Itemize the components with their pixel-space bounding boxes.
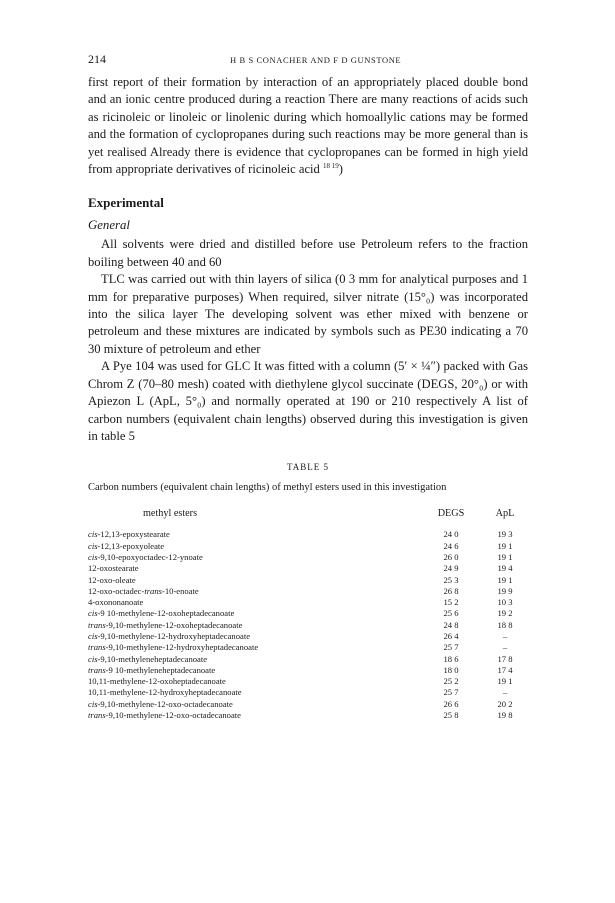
ester-name-cell: 10,11-methylene-12-oxoheptadecanoate: [88, 676, 226, 687]
apl-value-cell: 19 1: [497, 540, 513, 551]
paragraph-solvents: All solvents were dried and distilled before use Petroleum refers to the fraction boiling between 40 and 60: [88, 237, 528, 269]
intro-references: 18 19: [323, 161, 339, 170]
intro-close: ): [338, 162, 343, 177]
ester-name-cell: cis-9,10-epoxyoctadec-12-ynoate: [88, 551, 203, 562]
degs-value-cell: 24 0: [443, 529, 459, 540]
column-header-esters: methyl esters: [143, 508, 198, 520]
apl-value-cell: 19 2: [497, 608, 513, 619]
degs-value-cell: 15 2: [443, 597, 459, 608]
table-row: [88, 654, 528, 665]
intro-paragraph: [88, 74, 528, 178]
apl-value-cell: 19 4: [497, 563, 513, 574]
degs-value-cell: 24 9: [443, 563, 459, 574]
apl-value-cell: 10 3: [497, 597, 513, 608]
degs-value-cell: 26 0: [443, 551, 459, 562]
journal-page: [88, 52, 528, 721]
apl-value-cell: –: [502, 642, 508, 653]
apl-value-cell: 20 2: [497, 698, 513, 709]
table-row: [88, 665, 528, 676]
ester-name-cell: cis-12,13-epoxystearate: [88, 529, 170, 540]
table-row: [88, 563, 528, 574]
table-row: [88, 586, 528, 597]
apl-value-cell: 17 8: [497, 653, 513, 664]
ester-name-cell: 4-oxononanoate: [88, 597, 144, 608]
table-row: [88, 642, 528, 653]
ester-name-cell: 12-oxostearate: [88, 563, 139, 574]
table-row: [88, 687, 528, 698]
degs-value-cell: 18 6: [443, 653, 459, 664]
table-row: [88, 541, 528, 552]
apl-value-cell: 19 1: [497, 676, 513, 687]
apl-value-cell: 17 4: [497, 664, 513, 675]
ester-name-cell: trans-9,10-methylene-12-hydroxyheptadecanoate: [88, 642, 259, 653]
intro-text: first report of their formation by interaction of an appropriately placed double bond and an ionic centre produced during a reaction There are many reactions of acids such as ricinoleic or linoleic or linolenic during which homoallylic cations may be formed and the formation of cyclopropanes during such reactions may be more general than is yet realised Already there is evidence that cyclopropanes can be formed in high yield from appropriate derivatives of ricinoleic acid: [88, 75, 528, 177]
ester-name-cell: cis-9,10-methyleneheptadecanoate: [88, 653, 208, 664]
apl-value-cell: 19 1: [497, 574, 513, 585]
paragraph-glc: A Pye 104 was used for GLC It was fitted with a column (5′ × ¼″) packed with Gas Chrom Z (70–80 mesh) coated with diethylene glycol succinate (DEGS, 20°₀) or with Apiezon L (ApL, 5°₀) and normally operated at 190 or 210 respectively A list of carbon numbers (equivalent chain lengths) observed during this investigation is given in table 5: [88, 359, 528, 443]
apl-value-cell: –: [502, 687, 508, 698]
table-row: [88, 575, 528, 586]
ester-name-cell: cis-9,10-methylene-12-oxo-octadecanoate: [88, 698, 233, 709]
ester-name-cell: trans-9 10-methyleneheptadecanoate: [88, 664, 216, 675]
carbon-number-table: [88, 508, 528, 721]
apl-value-cell: 18 8: [497, 619, 513, 630]
table-row: [88, 631, 528, 642]
table-row: [88, 529, 528, 540]
degs-value-cell: 18 0: [443, 664, 459, 675]
degs-value-cell: 25 7: [443, 642, 459, 653]
ester-name-cell: trans-9,10-methylene-12-oxoheptadecanoate: [88, 619, 243, 630]
degs-value-cell: 26 8: [443, 585, 459, 596]
ester-name-cell: cis-12,13-epoxyoleate: [88, 540, 165, 551]
table-row: [88, 597, 528, 608]
ester-name-cell: 12-oxo-octadec-trans-10-enoate: [88, 585, 199, 596]
page-number: 214: [88, 52, 106, 66]
table-row: [88, 620, 528, 631]
section-heading: Experimental: [88, 195, 164, 211]
degs-value-cell: 25 3: [443, 574, 459, 585]
degs-value-cell: 25 6: [443, 608, 459, 619]
table-row: [88, 608, 528, 619]
running-header: [88, 52, 528, 68]
degs-value-cell: 24 6: [443, 540, 459, 551]
table-body: [88, 529, 528, 721]
degs-value-cell: 26 6: [443, 698, 459, 709]
ester-name-cell: cis-9,10-methylene-12-hydroxyheptadecanoate: [88, 630, 251, 641]
table-row: [88, 710, 528, 721]
apl-value-cell: 19 9: [497, 585, 513, 596]
table-row: [88, 699, 528, 710]
table-row: [88, 552, 528, 563]
degs-value-cell: 25 8: [443, 710, 459, 721]
ester-name-cell: 10,11-methylene-12-hydroxyheptadecanoate: [88, 687, 242, 698]
table-header-row: [88, 508, 528, 529]
paragraph-tlc: TLC was carried out with thin layers of silica (0 3 mm for analytical purposes and 1 mm for preparative purposes) When required, silver nitrate (15°₀) was incorporated into the silica layer The developing solvent was ether mixed with benzene or petroleum and these mixtures are indicated by symbols such as PE30 indicating a 70 30 mixture of petroleum and ether: [88, 272, 528, 356]
running-authors: H B S CONACHER AND F D GUNSTONE: [230, 55, 402, 65]
degs-value-cell: 25 7: [443, 687, 459, 698]
ester-name-cell: trans-9,10-methylene-12-oxo-octadecanoate: [88, 710, 241, 721]
degs-value-cell: 25 2: [443, 676, 459, 687]
apl-value-cell: –: [502, 630, 508, 641]
degs-value-cell: 24 8: [443, 619, 459, 630]
table-caption: Carbon numbers (equivalent chain lengths) of methyl esters used in this investigation: [88, 482, 447, 494]
ester-name-cell: 12-oxo-oleate: [88, 574, 136, 585]
degs-value-cell: 26 4: [443, 630, 459, 641]
apl-value-cell: 19 3: [497, 529, 513, 540]
apl-value-cell: 19 8: [497, 710, 513, 721]
table-title: TABLE 5: [286, 462, 330, 473]
subsection-heading: General: [88, 218, 130, 233]
column-header-apl: ApL: [495, 508, 515, 520]
column-header-degs: DEGS: [437, 508, 465, 520]
apl-value-cell: 19 1: [497, 551, 513, 562]
table-row: [88, 676, 528, 687]
ester-name-cell: cis-9 10-methylene-12-oxoheptadecanoate: [88, 608, 235, 619]
